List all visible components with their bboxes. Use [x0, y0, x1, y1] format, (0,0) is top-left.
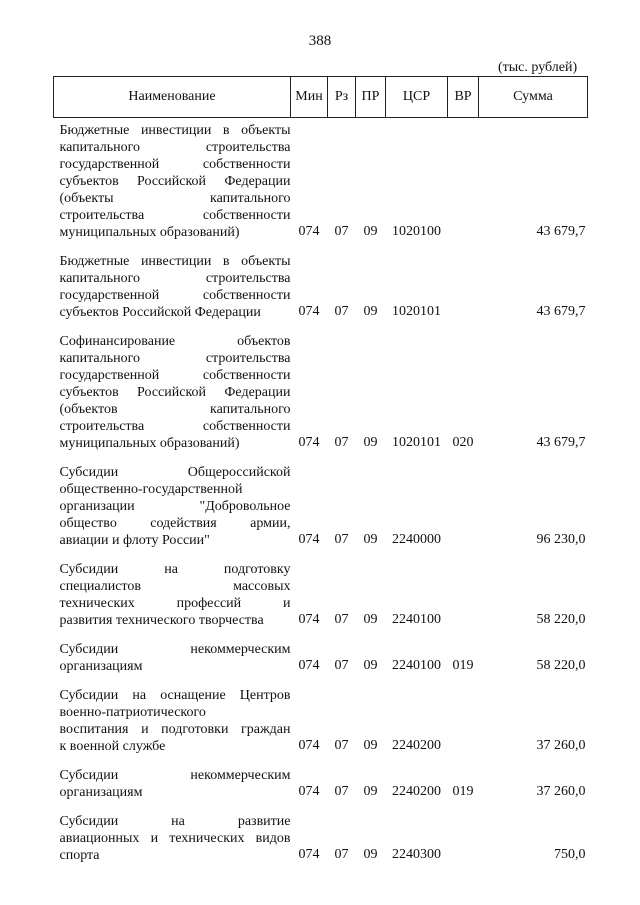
row-pr-cell: 09 [363, 847, 378, 862]
row-csr-cell: 1020101 [392, 435, 441, 450]
row-name-line: спорта [59, 848, 100, 863]
row-vr-cell [448, 557, 479, 629]
row-name-line: Бюджетные инвестиции в объекты [59, 123, 291, 138]
table-row [54, 809, 588, 864]
row-name-line: субъектов Российской Федерации [59, 385, 291, 400]
row-min-cell: 074 [298, 847, 320, 862]
row-name-line: организациям [59, 785, 143, 800]
row-csr-cell: 2240200 [392, 738, 441, 753]
row-name-line: Субсидии некоммерческим [59, 768, 291, 783]
row-spacer [54, 675, 588, 683]
row-sum-cell: 43 679,7 [536, 304, 586, 319]
col-header-vr: ВР [448, 77, 479, 118]
row-pr-cell: 09 [363, 224, 378, 239]
row-pr-cell: 09 [363, 784, 378, 799]
row-name-cell [54, 329, 291, 452]
table-row [54, 460, 588, 549]
row-spacer [54, 452, 588, 460]
budget-table [53, 76, 588, 872]
row-csr-cell: 2240100 [392, 658, 441, 673]
row-name-line: военно-патриотического [59, 705, 206, 720]
row-name-line: государственной собственности [59, 157, 291, 172]
row-rz-cell: 07 [334, 612, 349, 627]
row-sum-cell: 750,0 [554, 847, 586, 862]
row-spacer [54, 755, 588, 763]
table-row [54, 683, 588, 755]
row-pr-cell: 09 [363, 612, 378, 627]
row-name-line: развития технического творчества [59, 613, 264, 628]
row-min-cell: 074 [298, 304, 320, 319]
row-sum-cell: 96 230,0 [536, 532, 586, 547]
row-csr-cell: 1020101 [392, 304, 441, 319]
row-min-cell: 074 [298, 435, 320, 450]
row-rz-cell: 07 [334, 435, 349, 450]
row-name-line: муниципальных образований) [59, 436, 240, 451]
row-name-cell [54, 809, 291, 864]
row-name-cell [54, 460, 291, 549]
row-name-line: Субсидии Общероссийской [59, 465, 291, 480]
row-rz-cell: 07 [334, 224, 349, 239]
row-sum-cell: 37 260,0 [536, 738, 586, 753]
row-csr-cell: 2240100 [392, 612, 441, 627]
table-row [54, 637, 588, 675]
row-name-line: воспитания и подготовки граждан [59, 722, 291, 737]
col-header-csr: ЦСР [386, 77, 448, 118]
row-name-line: специалистов массовых [59, 579, 291, 594]
row-sum-cell: 58 220,0 [536, 612, 586, 627]
row-vr-cell: 020 [452, 435, 474, 450]
row-pr-cell: 09 [363, 658, 378, 673]
row-csr-cell: 1020100 [392, 224, 441, 239]
table-row [54, 557, 588, 629]
row-name-line: Софинансирование объектов [59, 334, 291, 349]
row-name-line: Субсидии некоммерческим [59, 642, 291, 657]
row-sum-cell: 43 679,7 [536, 224, 586, 239]
row-name-line: государственной собственности [59, 368, 291, 383]
row-rz-cell: 07 [334, 304, 349, 319]
col-header-min: Мин [291, 77, 328, 118]
row-pr-cell: 09 [363, 738, 378, 753]
row-vr-cell: 019 [452, 658, 474, 673]
row-name-line: субъектов Российской Федерации [59, 174, 291, 189]
row-vr-cell [448, 118, 479, 242]
row-sum-cell: 43 679,7 [536, 435, 586, 450]
row-name-line: (объектов капитального [59, 402, 291, 417]
page-number: 388 [308, 33, 332, 49]
row-rz-cell: 07 [334, 738, 349, 753]
row-name-line: субъектов Российской Федерации [59, 305, 261, 320]
row-sum-cell: 58 220,0 [536, 658, 586, 673]
row-name-line: строительства собственности [59, 419, 291, 434]
row-csr-cell: 2240300 [392, 847, 441, 862]
col-header-rz: Рз [328, 77, 356, 118]
row-name-line: авиационных и технических видов [59, 831, 291, 846]
row-name-line: Субсидии на оснащение Центров [59, 688, 291, 703]
row-vr-cell: 019 [452, 784, 474, 799]
row-name-cell [54, 249, 291, 321]
table-row [54, 329, 588, 452]
row-min-cell: 074 [298, 612, 320, 627]
row-name-line: капитального строительства [59, 140, 291, 155]
table-row [54, 249, 588, 321]
row-spacer [54, 864, 588, 872]
row-min-cell: 074 [298, 784, 320, 799]
row-name-line: организации "Добровольное [59, 499, 291, 514]
row-name-line: общественно-государственной [59, 482, 243, 497]
row-name-cell [54, 118, 291, 242]
row-name-line: строительства собственности [59, 208, 291, 223]
row-name-cell [54, 557, 291, 629]
row-name-line: Бюджетные инвестиции в объекты [59, 254, 291, 269]
col-header-pr: ПР [356, 77, 386, 118]
row-pr-cell: 09 [363, 304, 378, 319]
row-name-line: к военной службе [59, 739, 166, 754]
row-name-line: государственной собственности [59, 288, 291, 303]
row-pr-cell: 09 [363, 532, 378, 547]
row-min-cell: 074 [298, 532, 320, 547]
row-spacer [54, 801, 588, 809]
row-pr-cell: 09 [363, 435, 378, 450]
table-row [54, 763, 588, 801]
col-header-sum: Сумма [479, 77, 588, 118]
header-row [54, 77, 588, 118]
row-min-cell: 074 [298, 224, 320, 239]
units-label: (тыс. рублей) [498, 60, 578, 75]
row-vr-cell [448, 460, 479, 549]
row-name-cell [54, 683, 291, 755]
row-rz-cell: 07 [334, 784, 349, 799]
row-name-line: муниципальных образований) [59, 225, 240, 240]
row-spacer [54, 629, 588, 637]
row-rz-cell: 07 [334, 532, 349, 547]
row-name-line: технических профессий и [59, 596, 291, 611]
table-row [54, 118, 588, 242]
row-name-line: общество содействия армии, [59, 516, 291, 531]
row-name-line: капитального строительства [59, 271, 291, 286]
row-spacer [54, 241, 588, 249]
row-sum-cell: 37 260,0 [536, 784, 586, 799]
row-vr-cell [448, 249, 479, 321]
row-rz-cell: 07 [334, 847, 349, 862]
row-name-line: организациям [59, 659, 143, 674]
table-body [54, 118, 588, 873]
row-name-cell [54, 637, 291, 675]
row-name-line: Субсидии на подготовку [59, 562, 291, 577]
col-header-name: Наименование [54, 77, 291, 118]
row-min-cell: 074 [298, 658, 320, 673]
row-name-line: авиации и флоту России" [59, 533, 210, 548]
row-rz-cell: 07 [334, 658, 349, 673]
row-name-line: Субсидии на развитие [59, 814, 291, 829]
row-name-line: (объекты капитального [59, 191, 291, 206]
row-name-cell [54, 763, 291, 801]
row-name-line: капитального строительства [59, 351, 291, 366]
row-csr-cell: 2240000 [392, 532, 441, 547]
row-spacer [54, 321, 588, 329]
row-vr-cell [448, 683, 479, 755]
row-spacer [54, 549, 588, 557]
row-vr-cell [448, 809, 479, 864]
row-csr-cell: 2240200 [392, 784, 441, 799]
row-min-cell: 074 [298, 738, 320, 753]
